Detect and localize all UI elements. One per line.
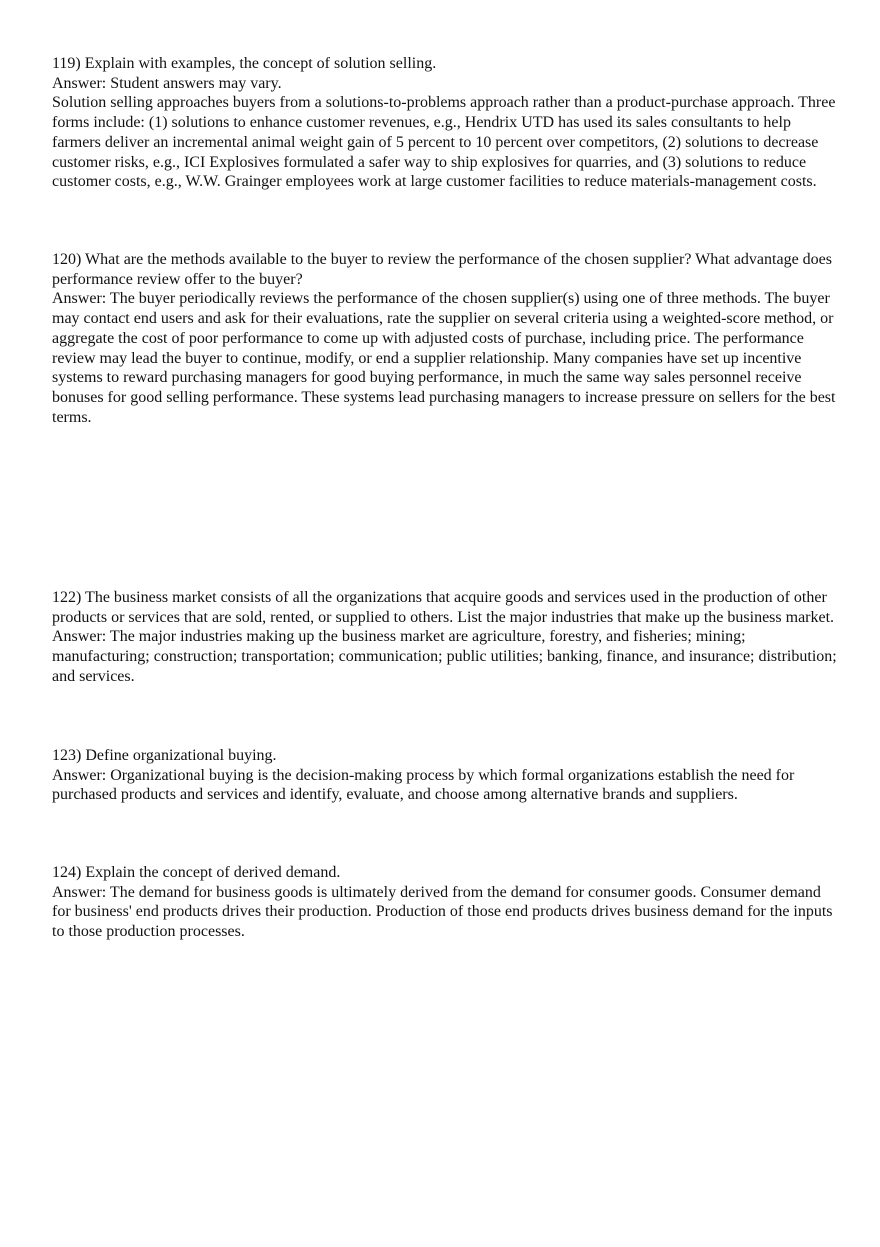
answer-text: Answer: The major industries making up the business market are agriculture, forestry, and fisheries; mining; manufacturing; construction; transportation; communication; public utilities; banking, finance, and insurance; distribution; and services.	[52, 628, 837, 685]
question-block-120	[52, 250, 842, 427]
question-text: 120) What are the methods available to the buyer to review the performance of the chosen supplier? What advantage does performance review offer to the buyer?	[52, 251, 832, 288]
answer-text: Answer: The demand for business goods is ultimately derived from the demand for consumer goods. Consumer demand for business' end products drives their production. Production of those end products drives business demand for the inputs to those production processes.	[52, 883, 833, 941]
question-text: 119) Explain with examples, the concept of solution selling.	[52, 55, 437, 72]
answer-label: Answer: Student answers may vary.	[52, 74, 282, 92]
answer-text: Solution selling approaches buyers from a solutions-to-problems approach rather than a product-purchase approach. Three forms include: (1) solutions to enhance customer revenues, e.g., Hendrix UTD has used its sales consultants to help farmers deliver an incremental animal weight gain of 5 percent to 10 percent over competitors, (2) solutions to decrease customer risks, e.g., ICI Explosives formulated a safer way to ship explosives for quarries, and (3) solutions to reduce customer costs, e.g., W.W. Grainger employees work at large customer facilities to reduce materials-management costs.	[52, 94, 836, 191]
answer-text: Answer: The buyer periodically reviews the performance of the chosen supplier(s) using one of three methods. The buyer may contact end users and ask for their evaluations, rate the supplier on several criteria using a weighted-score method, or aggregate the cost of poor performance to come up with adjusted costs of purchase, including price. The performance review may lead the buyer to continue, modify, or end a supplier relationship. Many companies have set up incentive systems to reward purchasing managers for good buying performance, in much the same way sales personnel receive bonuses for good selling performance. These systems lead purchasing managers to increase pressure on sellers for the best terms.	[52, 290, 836, 426]
question-block-122	[52, 588, 842, 687]
answer-text: Answer: Organizational buying is the decision-making process by which formal organizations establish the need for purchased products and services and identify, evaluate, and choose among alternative brands and suppliers.	[52, 766, 795, 804]
question-block-124	[52, 863, 842, 942]
question-block-123	[52, 746, 842, 805]
question-text: 122) The business market consists of all the organizations that acquire goods and services used in the production of other products or services that are sold, rented, or supplied to others. List the major industries that make up the business market.	[52, 589, 835, 626]
question-text: 123) Define organizational buying.	[52, 747, 277, 764]
question-block-119	[52, 54, 842, 192]
question-text: 124) Explain the concept of derived demand.	[52, 864, 341, 881]
